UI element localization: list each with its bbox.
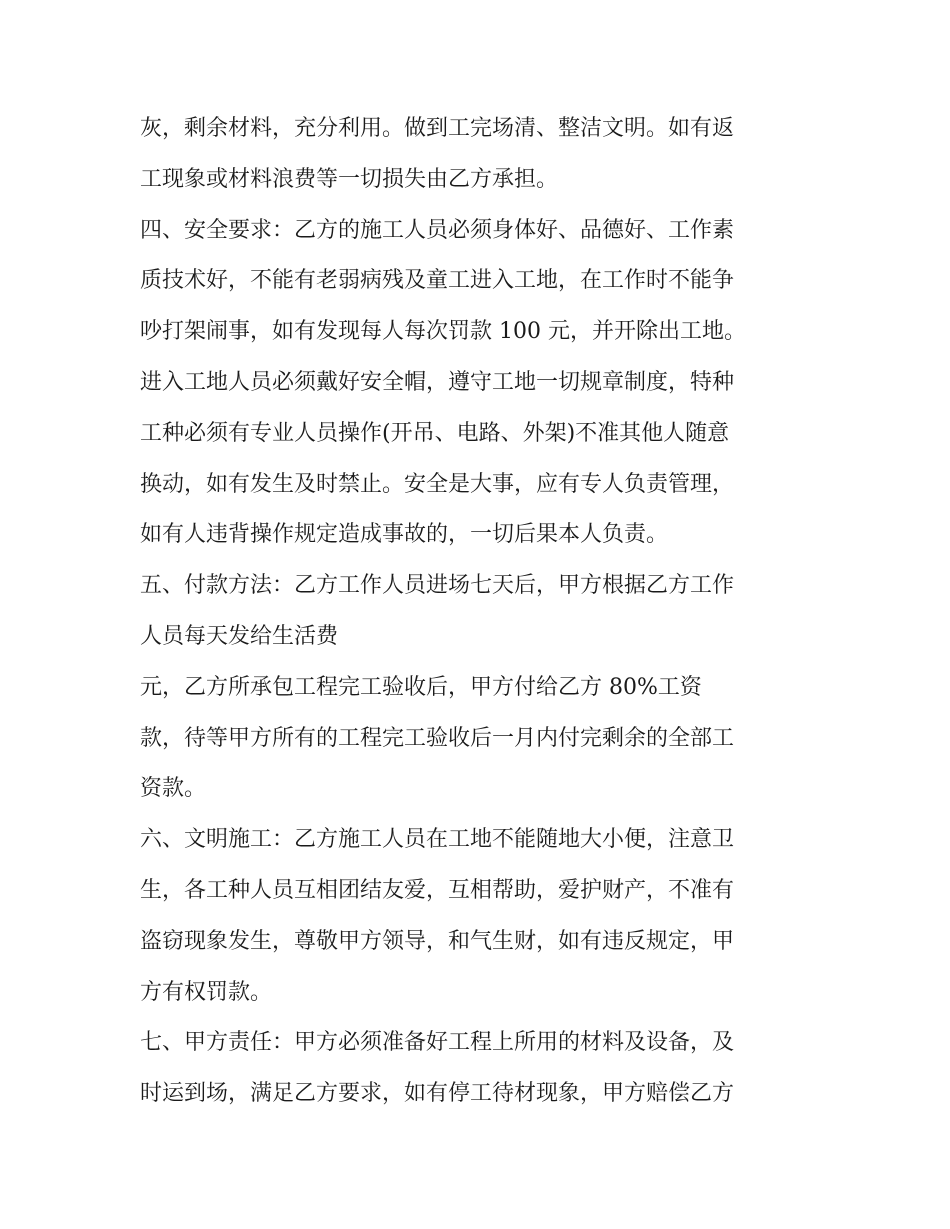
text-line: 元，乙方所承包工程完工验收后，甲方付给乙方 80%工资 [140, 674, 702, 700]
text-line: 资款。 [140, 776, 207, 802]
text-line: 六、文明施工：乙方施工人员在工地不能随地大小便，注意卫 [140, 827, 735, 853]
text-line: 盗窃现象发生，尊敬甲方领导，和气生财，如有违反规定，甲 [140, 928, 735, 954]
text-line: 质技术好，不能有老弱病残及童工进入工地，在工作时不能争 [140, 268, 735, 294]
text-line: 换动，如有发生及时禁止。安全是大事，应有专人负责管理， [140, 471, 735, 497]
text-line: 七、甲方责任：甲方必须准备好工程上所用的材料及设备，及 [140, 1030, 735, 1056]
text-line: 四、安全要求：乙方的施工人员必须身体好、品德好、工作素 [140, 217, 735, 243]
text-line: 进入工地人员必须戴好安全帽，遵守工地一切规章制度，特种 [140, 369, 735, 395]
text-line: 生，各工种人员互相团结友爱，互相帮助，爱护财产，不准有 [140, 877, 735, 903]
text-line: 如有人违背操作规定造成事故的，一切后果本人负责。 [140, 522, 669, 548]
text-line: 方有权罚款。 [140, 979, 273, 1005]
text-line: 时运到场，满足乙方要求，如有停工待材现象，甲方赔偿乙方 [140, 1081, 735, 1107]
text-line: 工现象或材料浪费等一切损失由乙方承担。 [140, 166, 559, 192]
text-line: 灰，剩余材料，充分利用。做到工完场清、整洁文明。如有返 [140, 116, 735, 141]
text-line: 工种必须有专业人员操作(开吊、电路、外架)不准其他人随意 [140, 420, 730, 446]
text-line: 人员每天发给生活费 [140, 623, 339, 649]
text-line: 五、付款方法：乙方工作人员进场七天后，甲方根据乙方工作 [140, 573, 735, 599]
document-body [140, 104, 820, 1120]
text-line: 款，待等甲方所有的工程完工验收后一月内付完剩余的全部工 [140, 725, 735, 751]
text-line: 吵打架闹事，如有发现每人每次罚款 100 元，并开除出工地。 [140, 319, 746, 345]
